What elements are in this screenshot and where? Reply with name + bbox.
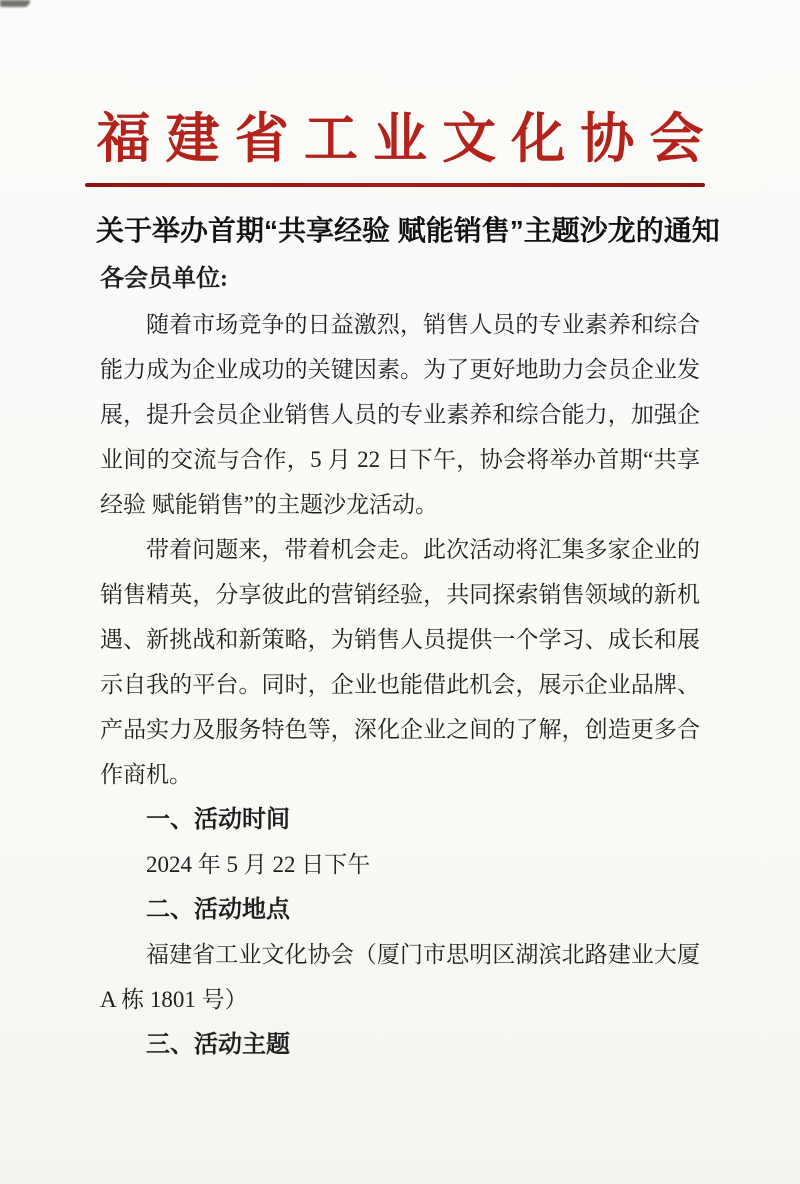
heading-activity-theme: 三、活动主题 [146, 1031, 290, 1058]
salutation: 各会员单位: [100, 266, 228, 292]
organization-name-header: 福建省工业文化协会 [96, 109, 719, 169]
paragraph-line: 能力成为企业成功的关键因素。为了更好地助力会员企业发 [100, 357, 700, 382]
paragraph-line: 销售精英，分享彼此的营销经验，共同探索销售领域的新机 [100, 582, 700, 607]
paragraph-line: 产品实力及服务特色等，深化企业之间的了解，创造更多合 [100, 717, 700, 742]
header-divider-rule [85, 183, 705, 187]
paragraph-line: 业间的交流与合作，5 月 22 日下午，协会将举办首期“共享 [100, 447, 700, 472]
heading-activity-time: 一、活动时间 [146, 806, 290, 833]
paragraph-line: 展，提升会员企业销售人员的专业素养和综合能力，加强企 [100, 402, 700, 427]
paragraph-line: 作商机。 [100, 762, 192, 787]
notice-body [100, 257, 700, 1067]
notice-title: 关于举办首期“共享经验 赋能销售”主题沙龙的通知 [96, 215, 720, 246]
paragraph-line: 随着市场竞争的日益激烈，销售人员的专业素养和综合 [146, 312, 700, 337]
paragraph-line: 经验 赋能销售”的主题沙龙活动。 [100, 492, 438, 517]
activity-date: 2024 年 5 月 22 日下午 [146, 852, 371, 877]
activity-address-line: A 栋 1801 号） [100, 987, 248, 1012]
activity-address-line: 福建省工业文化协会（厦门市思明区湖滨北路建业大厦 [146, 942, 700, 967]
heading-activity-location: 二、活动地点 [146, 896, 290, 923]
paragraph-line: 遇、新挑战和新策略，为销售人员提供一个学习、成长和展 [100, 627, 700, 652]
paragraph-line: 带着问题来，带着机会走。此次活动将汇集多家企业的 [146, 537, 700, 562]
scan-smudge [0, 0, 30, 7]
paragraph-line: 示自我的平台。同时，企业也能借此机会，展示企业品牌、 [100, 672, 700, 697]
